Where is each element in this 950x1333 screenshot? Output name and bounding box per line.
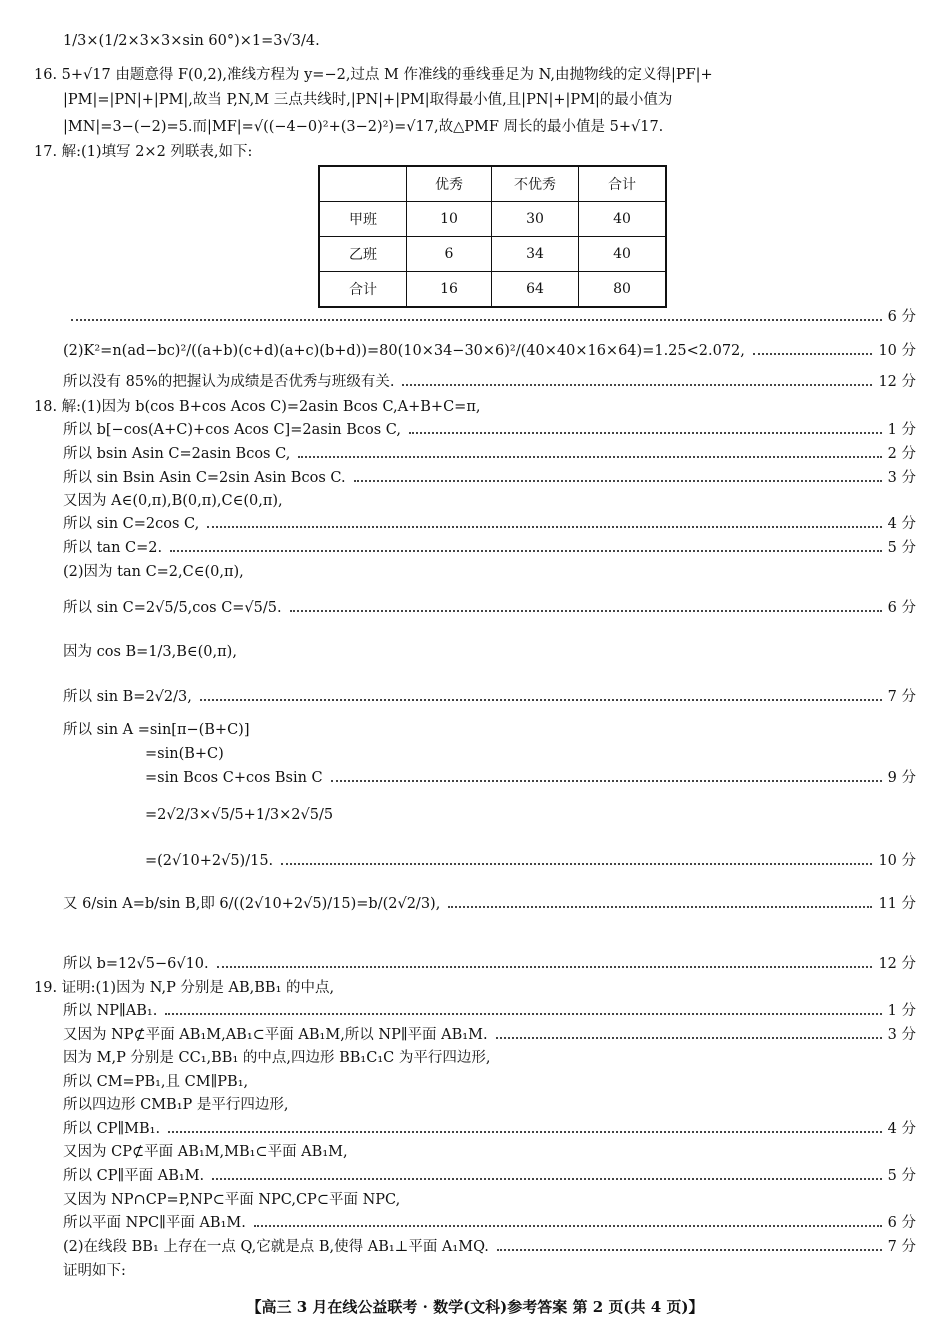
table-cell: 10 [407,202,492,237]
line-17-conclusion: 所以没有 85%的把握认为成绩是否优秀与班级有关. 12 分 [63,374,916,390]
line-18-7: 所以 sin B=2√2/3, 7 分 [63,689,916,705]
leader-dots [448,905,872,908]
leader-dots [170,549,882,552]
leader-dots [217,965,873,968]
leader-dots [71,318,882,321]
leader-dots [168,1130,882,1133]
table-cell: 40 [579,202,667,237]
table-cell: 优秀 [407,166,492,202]
table-header-row [319,166,666,202]
table-row [319,237,666,272]
table-row [319,202,666,237]
leader-dots [200,698,882,701]
table-cell: 乙班 [319,237,407,272]
leader-dots [402,383,872,386]
line-19-midpoints: 因为 M,P 分别是 CC₁,BB₁ 的中点,四边形 BB₁C₁C 为平行四边形, [63,1050,491,1066]
table-cell: 合计 [579,166,667,202]
table-cell: 34 [492,237,579,272]
line-19-4: 所以 CP∥MB₁. 4 分 [63,1121,916,1137]
table-cell: 30 [492,202,579,237]
line-19-parallelogram: 所以四边形 CMB₁P 是平行四边形, [63,1097,289,1113]
table-cell: 6 [407,237,492,272]
line-18-2: 所以 bsin Asin C=2asin Bcos C, 2 分 [63,446,916,462]
leader-dots [207,525,881,528]
leader-dots [165,1012,881,1015]
line-18-sinbc: =sin(B+C) [145,746,224,762]
leader-dots [212,1177,881,1180]
line-17-score6: 6 分 [63,306,916,328]
line-19-6: 所以平面 NPC∥平面 AB₁M. 6 分 [63,1215,916,1231]
leader-dots [409,431,882,434]
table-cell: 16 [407,272,492,308]
line-18-9: =sin Bcos C+cos Bsin C 9 分 [145,770,916,786]
page-footer: 【高三 3 月在线公益联考 · 数学(文科)参考答案 第 2 页(共 4 页)】 [246,1298,704,1316]
table-cell [319,166,407,202]
leader-dots [496,1036,882,1039]
line-16-b: |PM|=|PN|+|PM|,故当 P,N,M 三点共线时,|PN|+|PM|取得最小值,且|PN|+|PM|的最小值为 [63,92,673,108]
line-17-k2: (2)K²=n(ad−bc)²/((a+b)(c+d)(a+c)(b+d))=80(10×34−30×6)²/(40×40×16×64)=1.25<2.072, 10 分 [63,343,916,359]
line-18-domain: 又因为 A∈(0,π),B(0,π),C∈(0,π), [63,493,283,509]
table-cell: 40 [579,237,667,272]
line-18-11: 又 6/sin A=b/sin B,即 6/((2√10+2√5)/15)=b/(2√2/3), 11 分 [63,896,916,912]
line-19-intersect: 又因为 NP∩CP=P,NP⊂平面 NPC,CP⊂平面 NPC, [63,1192,401,1208]
line-18-12: 所以 b=12√5−6√10. 12 分 [63,956,916,972]
table-cell: 64 [492,272,579,308]
leader-dots [354,479,882,482]
line-0: 1/3×(1/2×3×3×sin 60°)×1=3√3/4. [63,33,320,49]
table-row [319,272,666,308]
line-18-5: 所以 tan C=2. 5 分 [63,540,916,556]
line-16-c: |MN|=3−(−2)=5.而|MF|=√((−4−0)²+(3−2)²)=√17,故△PMF 周长的最小值是 5+√17. [63,119,664,135]
table-cell: 不优秀 [492,166,579,202]
leader-dots [331,779,882,782]
line-18-1: 所以 b[−cos(A+C)+cos Acos C]=2asin Bcos C, 1 分 [63,422,916,438]
line-18-cosb: 因为 cos B=1/3,B∈(0,π), [63,644,237,660]
leader-dots [254,1224,882,1227]
line-18-product: =2√2/3×√5/5+1/3×2√5/5 [145,807,334,823]
line-19-7: (2)在线段 BB₁ 上存在一点 Q,它就是点 B,使得 AB₁⊥平面 A₁MQ. 7 分 [63,1239,916,1255]
line-19-proof: 证明如下: [63,1263,126,1279]
line-16-a: 16. 5+√17 由题意得 F(0,2),准线方程为 y=−2,过点 M 作准线的垂线垂足为 N,由抛物线的定义得|PF|+ [34,67,713,83]
line-18-6: 所以 sin C=2√5/5,cos C=√5/5. 6 分 [63,600,916,616]
leader-dots [497,1248,882,1251]
line-18-4: 所以 sin C=2cos C, 4 分 [63,516,916,532]
line-19-title: 19. 证明:(1)因为 N,P 分别是 AB,BB₁ 的中点, [34,980,335,996]
table-cell: 甲班 [319,202,407,237]
table-cell: 80 [579,272,667,308]
table-cell: 合计 [319,272,407,308]
line-18-title: 18. 解:(1)因为 b(cos B+cos Acos C)=2asin Bcos C,A+B+C=π, [34,399,481,415]
leader-dots [281,862,872,865]
line-18-sina: 所以 sin A =sin[π−(B+C)] [63,722,250,738]
leader-dots [290,609,882,612]
line-19-1: 所以 NP∥AB₁. 1 分 [63,1003,916,1019]
line-18-10: =(2√10+2√5)/15. 10 分 [145,853,916,869]
line-19-cp: 又因为 CP⊄平面 AB₁M,MB₁⊂平面 AB₁M, [63,1144,348,1160]
leader-dots [298,455,881,458]
line-18-part2: (2)因为 tan C=2,C∈(0,π), [63,564,244,580]
contingency-table [318,165,667,308]
line-19-5: 所以 CP∥平面 AB₁M. 5 分 [63,1168,916,1184]
line-18-3: 所以 sin Bsin Asin C=2sin Asin Bcos C. 3 分 [63,470,916,486]
line-19-cm: 所以 CM=PB₁,且 CM∥PB₁, [63,1074,249,1090]
line-17-title: 17. 解:(1)填写 2×2 列联表,如下: [34,144,253,160]
line-19-3: 又因为 NP⊄平面 AB₁M,AB₁⊂平面 AB₁M,所以 NP∥平面 AB₁M. 3 分 [63,1027,916,1043]
leader-dots [753,352,873,355]
